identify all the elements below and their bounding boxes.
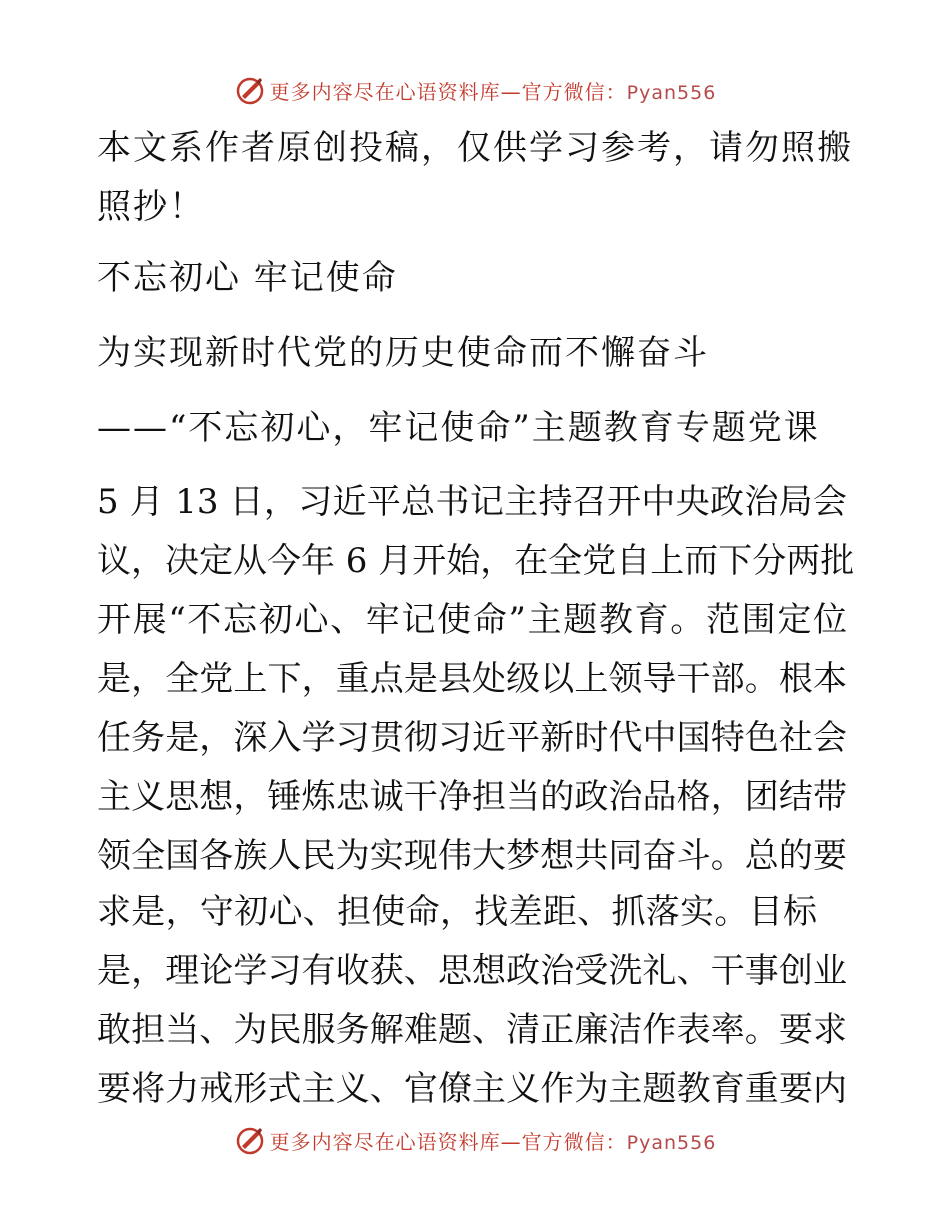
document-subtitle: ——“不忘初心，牢记使命”主题教育专题党课 — [97, 408, 820, 448]
body-line: 议，决定从今年 6 月开始，在全党自上而下分两批 — [97, 541, 855, 581]
body-line: 任务是，深入学习贯彻习近平新时代中国特色社会 — [97, 718, 847, 758]
header-site-text: 更多内容尽在心语资料库 — [269, 79, 501, 104]
footer-wechat-id: Pyan556 — [626, 1131, 717, 1154]
body-line: 5 月 13 日，习近平总书记主持召开中央政治局会 — [97, 482, 847, 522]
notice-line-1: 本文系作者原创投稿，仅供学习参考，请勿照搬 — [97, 128, 853, 168]
body-line: 是，理论学习有收获、思想政治受洗礼、干事创业 — [97, 951, 847, 991]
footer-banner — [0, 1120, 950, 1160]
body-line: 主义思想，锤炼忠诚干净担当的政治品格，团结带 — [97, 777, 847, 817]
notice-line-2: 照抄！ — [97, 187, 205, 227]
body-line: 开展“不忘初心、牢记使命”主题教育。范围定位 — [97, 600, 847, 640]
header-banner — [0, 70, 950, 110]
document-title: 为实现新时代党的历史使命而不懈奋斗 — [97, 333, 709, 373]
slogan-heading: 不忘初心 牢记使命 — [97, 258, 398, 298]
body-line: 求是，守初心、担使命，找差距、抓落实。目标 — [97, 892, 817, 932]
header-separator: — — [500, 79, 522, 104]
header-wechat-id: Pyan556 — [626, 81, 717, 104]
body-line: 领全国各族人民为实现伟大梦想共同奋斗。总的要 — [97, 836, 847, 876]
footer-banner-text — [270, 1126, 717, 1155]
body-line: 要将力戒形式主义、官僚主义作为主题教育重要内 — [97, 1069, 847, 1109]
footer-separator: — — [500, 1129, 522, 1154]
pen-logo-icon — [234, 1124, 266, 1156]
footer-wechat-label: 官方微信： — [521, 1129, 627, 1154]
header-banner-text — [270, 76, 717, 105]
pen-logo-icon — [234, 74, 266, 106]
header-wechat-label: 官方微信： — [521, 79, 627, 104]
body-line: 敢担当、为民服务解难题、清正廉洁作表率。要求 — [97, 1010, 847, 1050]
body-line: 是，全党上下，重点是县处级以上领导干部。根本 — [97, 659, 847, 699]
footer-site-text: 更多内容尽在心语资料库 — [269, 1129, 501, 1154]
